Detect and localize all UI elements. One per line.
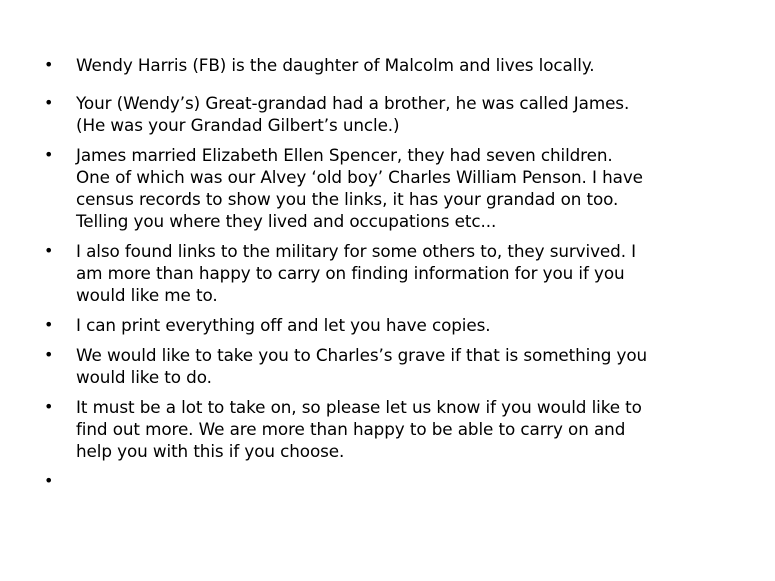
bullet-text: Your (Wendy’s) Great-grandad had a brother, he was called James. (He was your Grandad Gilbert’s uncle.) xyxy=(76,93,630,135)
bullet-text: It must be a lot to take on, so please let us know if you would like to find out more. We are more than happy to be able to carry on and help you with this if you choose. xyxy=(76,397,642,461)
bullet-dot-icon: • xyxy=(44,345,54,364)
bullet-list xyxy=(40,54,755,492)
bullet-item-empty xyxy=(40,470,755,492)
bullet-dot-icon: • xyxy=(44,55,54,74)
bullet-text: I also found links to the military for some others to, they survived. I am more than happy to carry on finding information for you if you would like me to. xyxy=(76,241,637,305)
bullet-item xyxy=(40,144,755,232)
bullet-dot-icon: • xyxy=(44,397,54,416)
bullet-text: I can print everything off and let you have copies. xyxy=(76,315,491,335)
bullet-text: James married Elizabeth Ellen Spencer, they had seven children. One of which was our Alvey ‘old boy’ Charles William Penson. I have census records to show you the links, it has your grandad on too. Telling you where they lived and occupations etc... xyxy=(76,145,643,231)
bullet-item xyxy=(40,396,755,462)
bullet-dot-icon: • xyxy=(44,241,54,260)
bullet-item xyxy=(40,92,755,136)
bullet-item xyxy=(40,314,755,336)
bullet-item xyxy=(40,54,755,76)
bullet-text xyxy=(76,470,755,492)
bullet-item xyxy=(40,240,755,306)
bullet-dot-icon: • xyxy=(44,471,54,490)
bullet-item xyxy=(40,344,755,388)
bullet-text: We would like to take you to Charles’s grave if that is something you would like to do. xyxy=(76,345,648,387)
bullet-dot-icon: • xyxy=(44,145,54,164)
bullet-text: Wendy Harris (FB) is the daughter of Malcolm and lives locally. xyxy=(76,55,595,75)
bullet-dot-icon: • xyxy=(44,315,54,334)
bullet-dot-icon: • xyxy=(44,93,54,112)
